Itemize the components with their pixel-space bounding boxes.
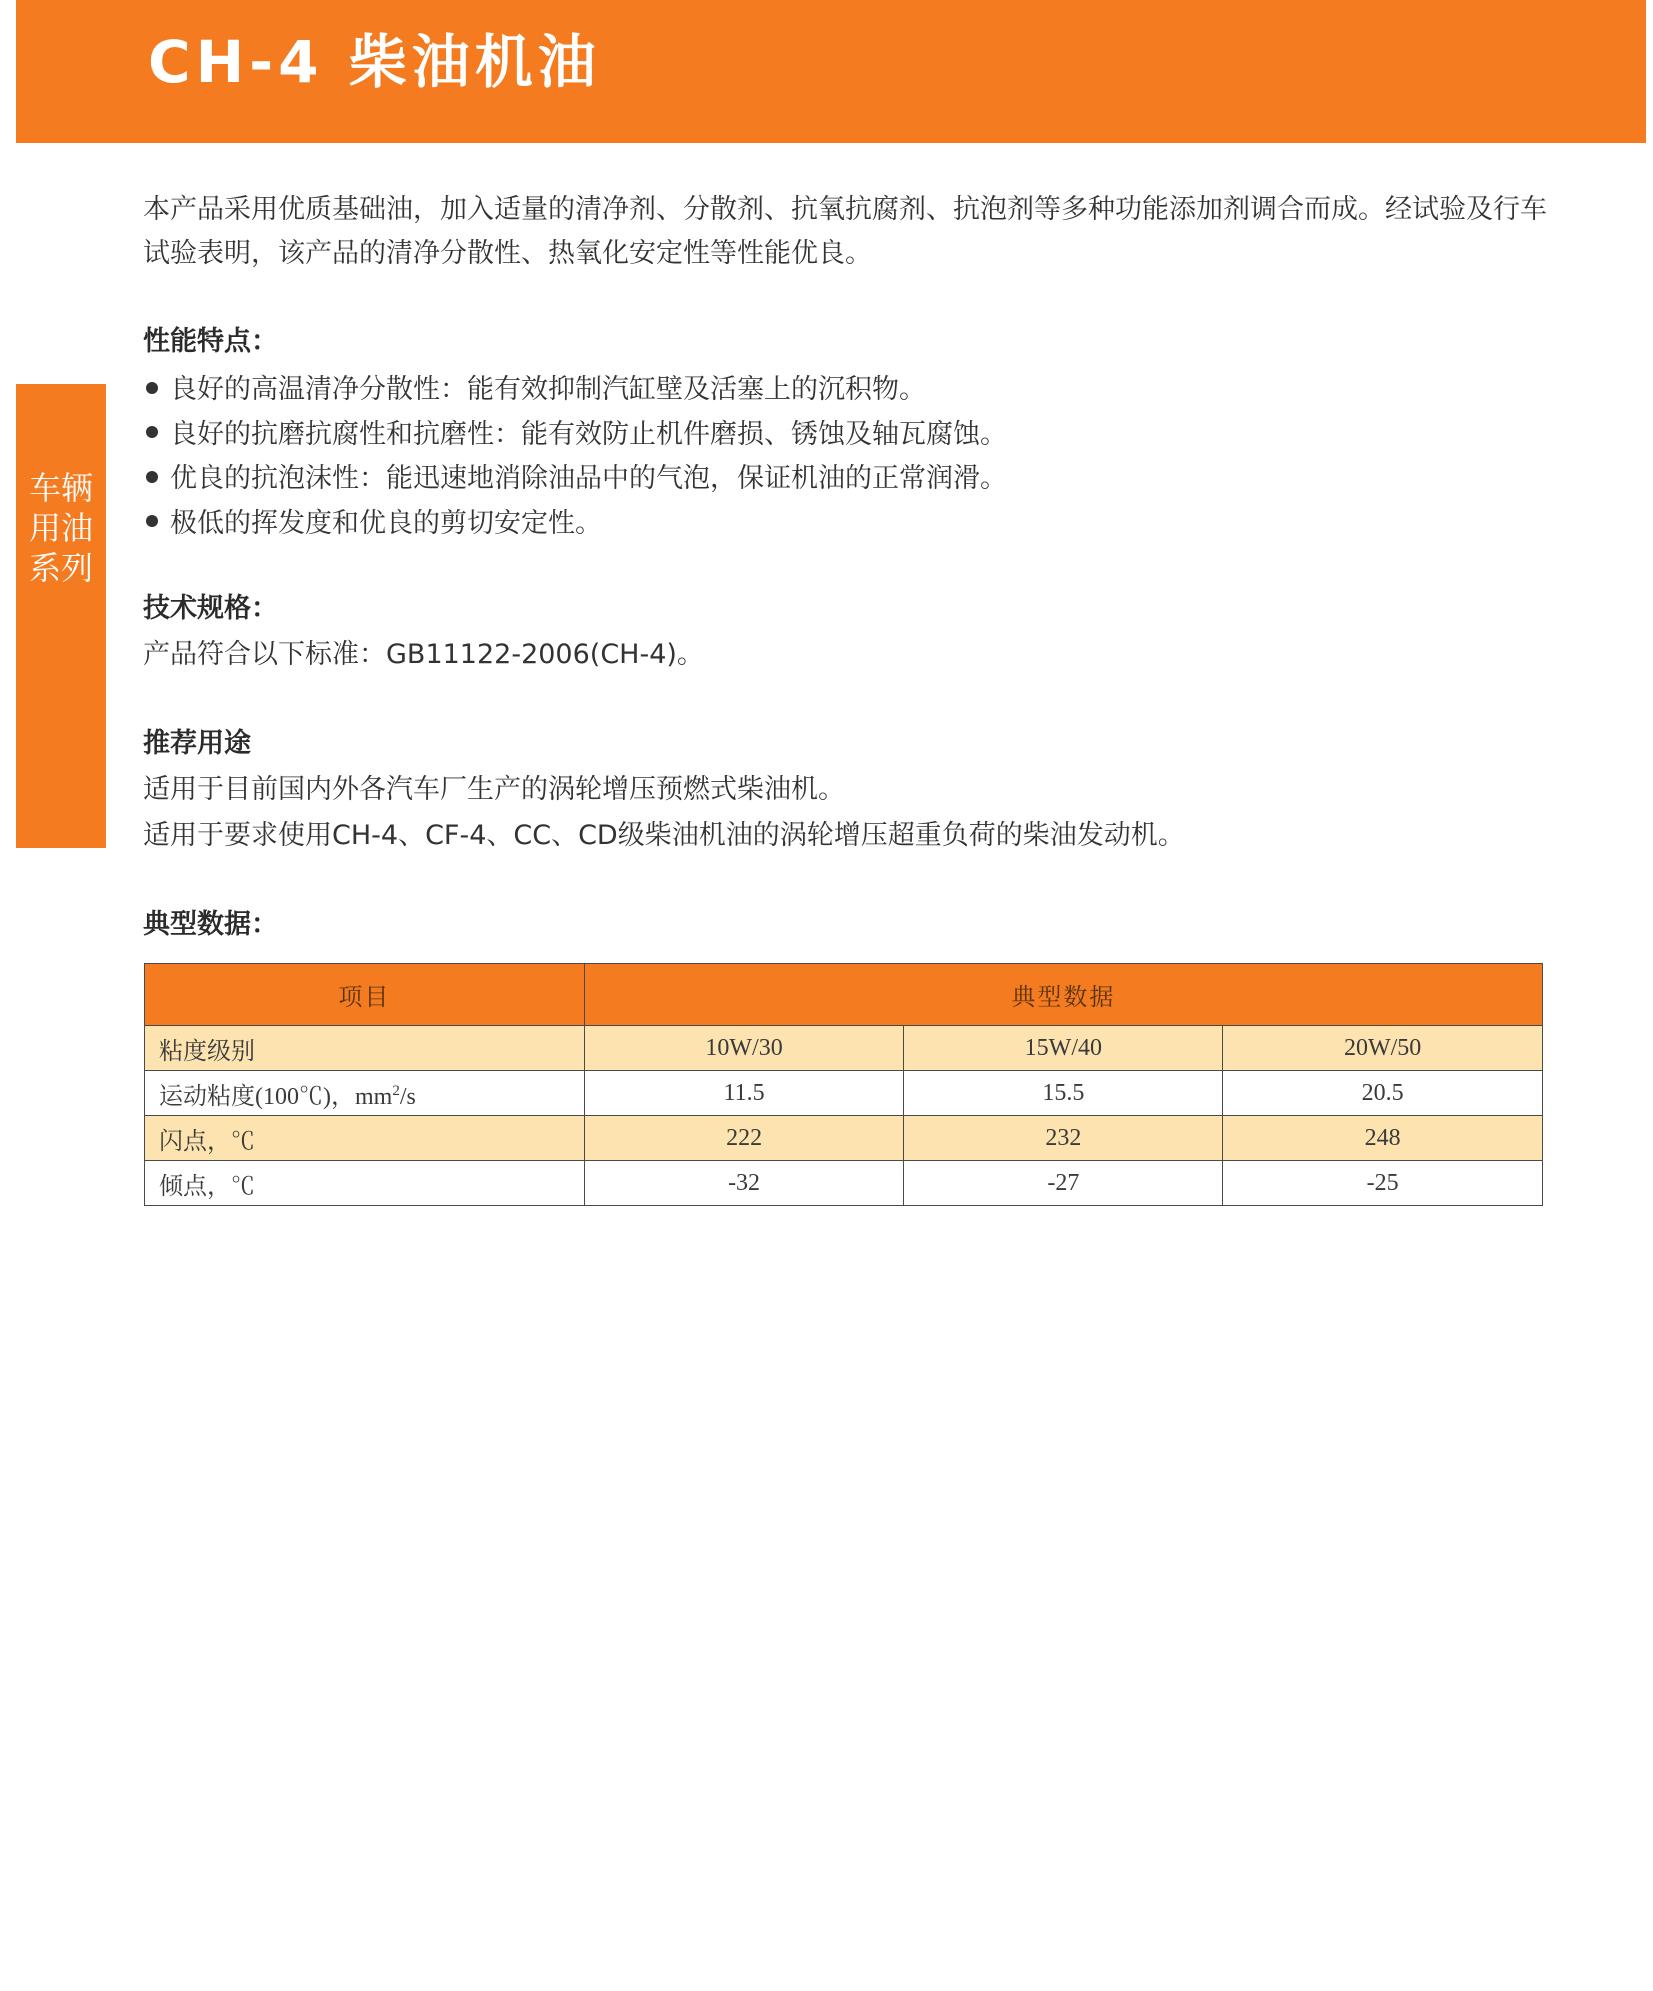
side-tab <box>16 384 106 848</box>
cell-value: 232 <box>904 1116 1223 1161</box>
list-item: 极低的挥发度和优良的剪切安定性。 <box>143 502 1007 547</box>
page-title: CH-4 柴油机油 <box>148 28 601 96</box>
cell-value: 15W/40 <box>904 1026 1223 1071</box>
cell-value: 15.5 <box>904 1071 1223 1116</box>
cell-value: 11.5 <box>584 1071 904 1116</box>
table-header-row <box>145 964 1543 1026</box>
table-row <box>145 1071 1543 1116</box>
row-label: 粘度级别 <box>145 1026 585 1071</box>
typical-data-heading: 典型数据： <box>143 909 278 940</box>
cell-value: -25 <box>1223 1161 1543 1206</box>
specs-heading: 技术规格： <box>143 593 278 624</box>
bullet-icon <box>146 471 158 483</box>
typical-data-table <box>144 963 1543 1206</box>
cell-value: 222 <box>584 1116 904 1161</box>
table-row <box>145 1026 1543 1071</box>
usage-heading: 推荐用途 <box>143 728 251 759</box>
side-tab-label: 车辆用油系列 <box>28 469 93 587</box>
list-item: 良好的抗磨抗腐性和抗磨性：能有效防止机件磨损、锈蚀及轴瓦腐蚀。 <box>143 413 1007 458</box>
bullet-icon <box>146 426 158 438</box>
list-item: 良好的高温清净分散性：能有效抑制汽缸壁及活塞上的沉积物。 <box>143 368 1007 413</box>
intro-paragraph: 本产品采用优质基础油，加入适量的清净剂、分散剂、抗氧抗腐剂、抗泡剂等多种功能添加剂调合而成。经试验及行车试验表明，该产品的清净分散性、热氧化安定性等性能优良。 <box>143 194 1547 269</box>
table-row <box>145 1161 1543 1206</box>
specs-text: 产品符合以下标准：GB11122-2006(CH-4)。 <box>143 639 704 670</box>
row-label: 闪点，℃ <box>145 1116 585 1161</box>
header-item: 项目 <box>145 964 585 1026</box>
bullet-icon <box>146 515 158 527</box>
cell-value: 10W/30 <box>584 1026 904 1071</box>
bullet-icon <box>146 382 158 394</box>
row-label: 运动粘度(100℃)，$mm^2/s$ <box>145 1071 585 1116</box>
row-label: 倾点，℃ <box>145 1161 585 1206</box>
cell-value: 248 <box>1223 1116 1543 1161</box>
list-item: 优良的抗泡沫性：能迅速地消除油品中的气泡，保证机油的正常润滑。 <box>143 457 1007 502</box>
cell-value: -32 <box>584 1161 904 1206</box>
cell-value: 20.5 <box>1223 1071 1543 1116</box>
features-list <box>143 368 1007 546</box>
header-typical-data: 典型数据 <box>584 964 1542 1026</box>
cell-value: 20W/50 <box>1223 1026 1543 1071</box>
table-row <box>145 1116 1543 1161</box>
features-heading: 性能特点： <box>143 326 278 357</box>
usage-line: 适用于要求使用CH-4、CF-4、CC、CD级柴油机油的涡轮增压超重负荷的柴油发动机。 <box>143 820 1185 851</box>
cell-value: -27 <box>904 1161 1223 1206</box>
usage-line: 适用于目前国内外各汽车厂生产的涡轮增压预燃式柴油机。 <box>143 774 845 805</box>
